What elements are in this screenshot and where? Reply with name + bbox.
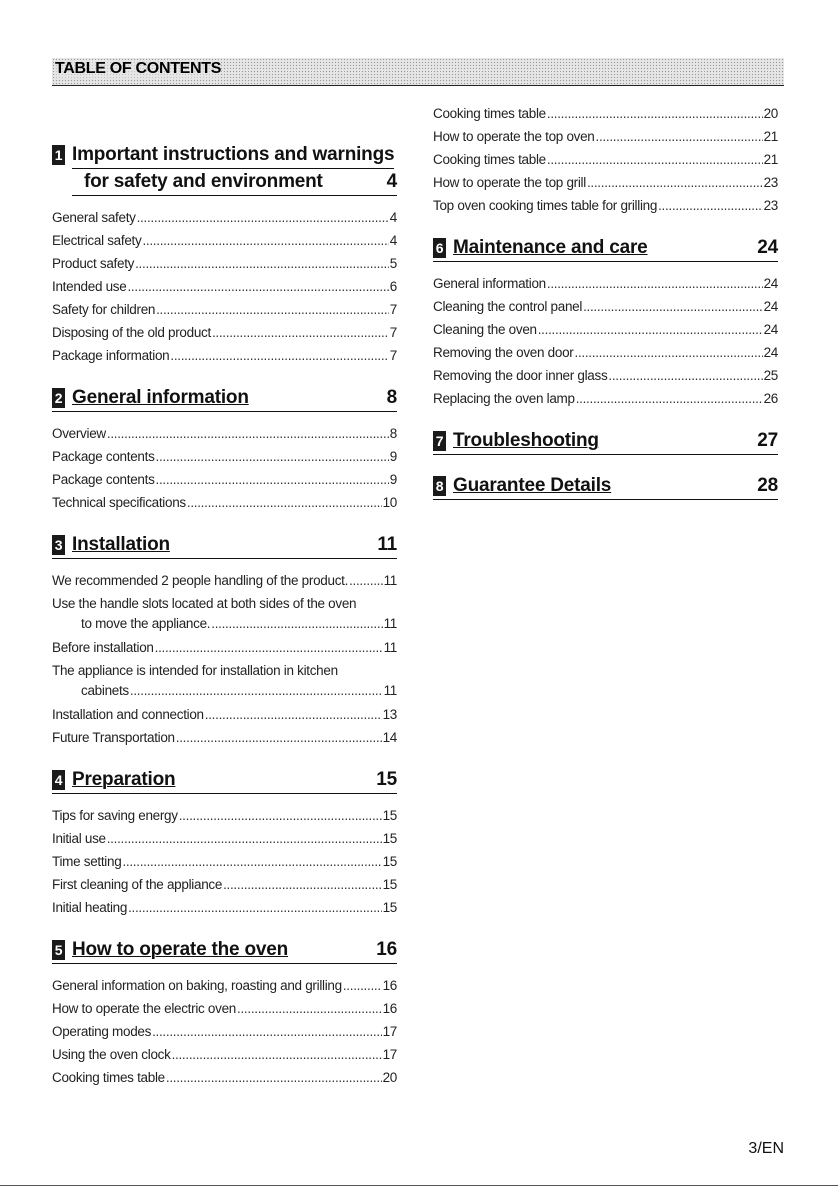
toc-entry-text: Package contents: [52, 472, 155, 487]
toc-leader-dots: [212, 321, 389, 344]
toc-entry-text: Time setting: [52, 854, 122, 869]
toc-leader-dots: [211, 614, 382, 634]
toc-leader-dots: [155, 636, 383, 659]
toc-entry-page: 11: [383, 683, 397, 698]
toc-leader-dots: [122, 850, 381, 873]
toc-entry[interactable]: [52, 1020, 397, 1043]
toc-entry[interactable]: [52, 594, 397, 634]
toc-header-bar: [52, 58, 784, 86]
section-title: Preparation: [72, 769, 176, 790]
toc-entry[interactable]: [52, 804, 397, 827]
toc-entry-page: 11: [383, 640, 397, 655]
toc-leader-dots: [608, 364, 762, 387]
toc-entry-page: 4: [389, 233, 397, 248]
right-column: [433, 106, 778, 510]
toc-entry-text: General safety: [52, 210, 136, 225]
toc-entry[interactable]: [433, 387, 778, 410]
toc-entry[interactable]: [52, 661, 397, 701]
section-page: 28: [757, 475, 778, 496]
toc-entry[interactable]: [52, 275, 397, 298]
toc-entry[interactable]: [52, 1066, 397, 1089]
toc-entry-page: 24: [763, 322, 778, 337]
section-number-badge: 4: [52, 770, 65, 790]
toc-entry-page: 21: [763, 129, 778, 144]
toc-leader-dots: [137, 206, 389, 229]
toc-entry-page: 15: [382, 808, 397, 823]
toc-entry[interactable]: [433, 194, 778, 217]
toc-section: [433, 235, 778, 410]
toc-leader-dots: [156, 445, 389, 468]
toc-leader-dots: [156, 298, 389, 321]
toc-entry[interactable]: [52, 422, 397, 445]
toc-leader-dots: [166, 1066, 382, 1089]
toc-leader-dots: [547, 272, 763, 295]
toc-entry[interactable]: [52, 344, 397, 367]
toc-entry[interactable]: [433, 272, 778, 295]
toc-leader-dots: [583, 295, 763, 318]
toc-entry-text: Overview: [52, 426, 106, 441]
toc-entry-text: Removing the door inner glass: [433, 368, 608, 383]
toc-leader-dots: [349, 569, 383, 592]
toc-entry[interactable]: [52, 873, 397, 896]
toc-section: [52, 385, 397, 514]
page-number: 3/EN: [748, 1140, 784, 1157]
toc-entry-text: Cooking times table: [433, 152, 546, 167]
bottom-rule: [0, 1185, 838, 1186]
toc-entry[interactable]: [52, 997, 397, 1020]
toc-entry-page: 9: [389, 449, 397, 464]
toc-entry[interactable]: [52, 491, 397, 514]
toc-entry-page: 24: [763, 299, 778, 314]
toc-entry[interactable]: [52, 636, 397, 659]
section-number-badge: 2: [52, 388, 65, 408]
section-title-line1: Important instructions and warnings: [72, 142, 394, 169]
toc-leader-dots: [107, 422, 389, 445]
toc-entry-text: We recommended 2 people handling of the product.: [52, 573, 349, 588]
toc-entry[interactable]: [433, 295, 778, 318]
toc-entry-page: 8: [389, 426, 397, 441]
toc-entry[interactable]: [52, 850, 397, 873]
toc-entry[interactable]: [52, 1043, 397, 1066]
toc-entry-page: 11: [383, 616, 397, 631]
toc-leader-dots: [187, 491, 382, 514]
toc-entry-page: 14: [382, 730, 397, 745]
toc-section-heading[interactable]: [433, 473, 778, 500]
section-page: 24: [757, 237, 778, 258]
toc-entry[interactable]: [433, 102, 778, 125]
toc-entry[interactable]: [433, 125, 778, 148]
toc-entry-page: 23: [763, 198, 778, 213]
toc-leader-dots: [176, 726, 382, 749]
toc-entry-page: 15: [382, 900, 397, 915]
section-number-badge: 3: [52, 535, 65, 555]
toc-entry[interactable]: [52, 468, 397, 491]
toc-entry-text: Installation and connection: [52, 707, 204, 722]
toc-leader-dots: [172, 1043, 382, 1066]
toc-entry-page: 17: [382, 1047, 397, 1062]
section-number-badge: 7: [433, 431, 446, 451]
toc-entry-text: General information: [433, 276, 546, 291]
toc-entry[interactable]: [52, 206, 397, 229]
toc-entry-page: 24: [763, 345, 778, 360]
toc-entry-page: 7: [389, 325, 397, 340]
section-title: Maintenance and care: [453, 237, 648, 258]
toc-entry-text-cont: cabinets: [81, 683, 129, 698]
toc-entry-page: 21: [763, 152, 778, 167]
toc-entry-text: Initial heating: [52, 900, 128, 915]
section-title-line2: [72, 169, 397, 196]
toc-leader-dots: [237, 997, 382, 1020]
toc-entry-text-cont: to move the appliance.: [81, 616, 211, 631]
toc-entry[interactable]: [52, 896, 397, 919]
toc-section: [52, 937, 397, 1089]
toc-entry[interactable]: [52, 569, 397, 592]
toc-entry-page: 25: [763, 368, 778, 383]
toc-entry-page: 7: [389, 348, 397, 363]
toc-leader-dots: [343, 974, 382, 997]
toc-entry-page: 10: [382, 495, 397, 510]
toc-entry-text: Future Transportation: [52, 730, 175, 745]
section-page: 27: [757, 430, 778, 451]
toc-entry-text: How to operate the top grill: [433, 175, 586, 190]
toc-entry-text: Using the oven clock: [52, 1047, 171, 1062]
toc-entry-page: 17: [382, 1024, 397, 1039]
toc-leader-dots: [587, 171, 763, 194]
toc-section: [433, 428, 778, 455]
toc-entry-text: First cleaning of the appliance: [52, 877, 223, 892]
toc-leader-dots: [547, 102, 763, 125]
toc-leader-dots: [152, 1020, 382, 1043]
toc-leader-dots: [547, 148, 763, 171]
toc-section-heading[interactable]: [52, 142, 397, 196]
section-number-badge: 8: [433, 476, 446, 496]
toc-entry[interactable]: [52, 252, 397, 275]
toc-leader-dots: [205, 703, 382, 726]
toc-entry[interactable]: [52, 974, 397, 997]
toc-section: [52, 142, 397, 367]
section-title-line2-text: for safety and environment: [84, 171, 323, 192]
toc-entry-page: 26: [763, 391, 778, 406]
section-page: 15: [376, 769, 397, 790]
section-number-badge: 1: [52, 145, 65, 165]
toc-entry[interactable]: [52, 726, 397, 749]
section-number-badge: 5: [52, 940, 65, 960]
toc-leader-dots: [128, 896, 382, 919]
toc-leader-dots: [127, 275, 388, 298]
toc-entry[interactable]: [433, 318, 778, 341]
toc-entry-text: Top oven cooking times table for grilling: [433, 198, 658, 213]
toc-entry[interactable]: [433, 171, 778, 194]
toc-entry-page: 5: [389, 256, 397, 271]
toc-entry-text: Initial use: [52, 831, 106, 846]
toc-entry-page: 16: [382, 978, 397, 993]
section-title: Troubleshooting: [453, 430, 599, 451]
toc-entry-page: 20: [763, 106, 778, 121]
toc-leader-dots: [170, 344, 388, 367]
toc-leader-dots: [179, 804, 382, 827]
toc-entry-text: General information on baking, roasting and grilling: [52, 978, 342, 993]
toc-entry-text: Technical specifications: [52, 495, 186, 510]
toc-leader-dots: [576, 387, 763, 410]
section-title: General information: [72, 387, 249, 408]
section-title: Guarantee Details: [453, 475, 612, 496]
toc-entry-text: How to operate the top oven: [433, 129, 595, 144]
toc-leader-dots: [156, 468, 389, 491]
toc-leader-dots: [596, 125, 763, 148]
toc-entry-text: Tips for saving energy: [52, 808, 178, 823]
toc-leader-dots: [107, 827, 382, 850]
section-title: Installation: [72, 534, 170, 555]
toc-entry[interactable]: [52, 445, 397, 468]
toc-entry[interactable]: [52, 827, 397, 850]
toc-entry-text: Use the handle slots located at both sides of the oven: [52, 596, 357, 611]
toc-section-heading[interactable]: [433, 428, 778, 455]
toc-section: [52, 767, 397, 919]
toc-entry[interactable]: [433, 148, 778, 171]
toc-entry[interactable]: [433, 341, 778, 364]
toc-leader-dots: [223, 873, 382, 896]
toc-entry-text: How to operate the electric oven: [52, 1001, 237, 1016]
toc-entry-page: 15: [382, 831, 397, 846]
toc-entry-page: 13: [382, 707, 397, 722]
toc-entry[interactable]: [52, 298, 397, 321]
toc-entry-line2: [52, 614, 397, 634]
toc-entry-page: 20: [382, 1070, 397, 1085]
toc-leader-dots: [142, 229, 388, 252]
toc-entry-text: Cooking times table: [433, 106, 546, 121]
toc-entry-page: 9: [389, 472, 397, 487]
toc-entry-text: Operating modes: [52, 1024, 152, 1039]
toc-entry-text: Before installation: [52, 640, 154, 655]
section-number-badge: 6: [433, 238, 446, 258]
toc-continued-entries: [433, 102, 778, 217]
toc-entry[interactable]: [52, 321, 397, 344]
toc-entry-page: 23: [763, 175, 778, 190]
toc-entry-text: Intended use: [52, 279, 127, 294]
toc-section: [52, 532, 397, 749]
toc-entry-text: Product safety: [52, 256, 135, 271]
toc-section-heading[interactable]: [52, 937, 397, 964]
toc-entry-page: 6: [389, 279, 397, 294]
toc-section-heading[interactable]: [433, 235, 778, 262]
toc-entry-text: Electrical safety: [52, 233, 142, 248]
toc-entry-text: The appliance is intended for installation in kitchen: [52, 663, 338, 678]
toc-entry-page: 7: [389, 302, 397, 317]
toc-entry-text: Removing the oven door: [433, 345, 574, 360]
toc-entry-page: 15: [382, 877, 397, 892]
section-page: 16: [376, 939, 397, 960]
toc-leader-dots: [538, 318, 763, 341]
toc-leader-dots: [135, 252, 389, 275]
toc-title: TABLE OF CONTENTS: [55, 60, 222, 77]
toc-section: [433, 473, 778, 500]
section-page: 8: [386, 387, 397, 408]
toc-entry[interactable]: [433, 364, 778, 387]
toc-entry-line2: [52, 681, 397, 701]
toc-entry-page: 4: [389, 210, 397, 225]
toc-entry-page: 16: [382, 1001, 397, 1016]
toc-leader-dots: [658, 194, 763, 217]
section-title: How to operate the oven: [72, 939, 289, 960]
toc-section-heading[interactable]: [52, 767, 397, 794]
toc-entry-text: Package information: [52, 348, 170, 363]
section-page: 4: [386, 171, 397, 192]
toc-entry-text: Package contents: [52, 449, 155, 464]
toc-entry-text: Disposing of the old product: [52, 325, 211, 340]
toc-entry[interactable]: [52, 703, 397, 726]
toc-entry-text: Cleaning the oven: [433, 322, 537, 337]
toc-entry-text: Replacing the oven lamp: [433, 391, 575, 406]
toc-leader-dots: [130, 681, 383, 701]
section-page: 11: [377, 534, 397, 555]
left-column: [52, 112, 397, 1089]
toc-entry[interactable]: [52, 229, 397, 252]
toc-entry-page: 24: [763, 276, 778, 291]
toc-entry-text: Safety for children: [52, 302, 156, 317]
toc-entry-text: Cleaning the control panel: [433, 299, 583, 314]
toc-entry-page: 11: [383, 573, 397, 588]
toc-section-heading[interactable]: [52, 532, 397, 559]
toc-section-heading[interactable]: [52, 385, 397, 412]
toc-entry-text: Cooking times table: [52, 1070, 165, 1085]
toc-entry-page: 15: [382, 854, 397, 869]
toc-leader-dots: [575, 341, 763, 364]
